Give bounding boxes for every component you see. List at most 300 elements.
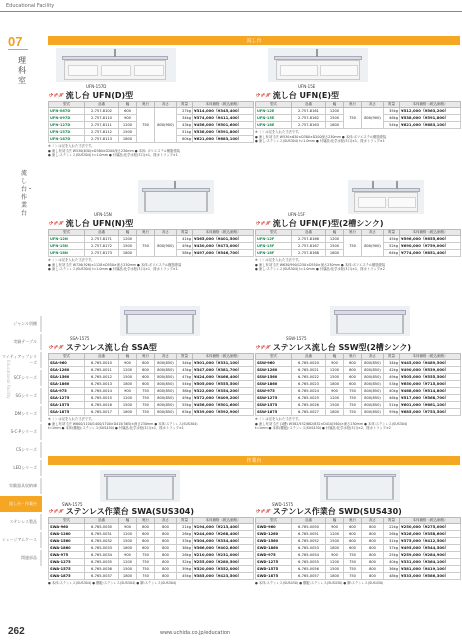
sidebar-item[interactable]: ジャンル別棚 — [0, 316, 42, 332]
table-header: 質量 — [177, 102, 193, 108]
table-cell: 750 — [137, 552, 155, 559]
table-cell: ¥301,000（¥331,100） — [193, 360, 254, 367]
table-row — [256, 573, 461, 580]
table-header: 奥行 — [137, 102, 155, 108]
product-block-swd — [255, 506, 460, 586]
sidebar-item[interactable]: マイティアップシリーズ — [0, 352, 42, 368]
product-title — [48, 342, 253, 352]
page-number: 262 — [8, 626, 25, 637]
note-line: t=1mm ● 本体(棚板):ステンレス(SUS430) ● 付属品:化学水栓(3口)×1、排水トラップ×1 — [48, 426, 184, 431]
table-header: 品番 — [292, 230, 326, 236]
table-cell: 6-765-0020 — [292, 360, 326, 367]
table-cell: ¥210,000（¥231,000） — [193, 552, 254, 559]
table-cell: 900 — [326, 388, 344, 395]
product-title — [48, 506, 253, 516]
sidebar-item[interactable]: 実験器具収納庫 — [0, 478, 42, 494]
table-cell: 34kg — [177, 360, 193, 367]
product-photo-ufn-f — [348, 180, 424, 214]
product-name: ステンレス流し台 SSA型 — [65, 342, 157, 352]
table-cell: 2-757-8173 — [85, 250, 119, 257]
table-cell: 750 — [137, 573, 155, 580]
product-block-ssa — [48, 342, 253, 431]
table-cell: 6-765-0054 — [292, 552, 326, 559]
table-cell: 800(850) — [155, 374, 177, 381]
product-name: ステンレス流し台 SSW型(2槽シンク) — [272, 342, 412, 352]
table-cell: UFN-157D — [49, 129, 85, 136]
table-header: 高さ — [362, 102, 384, 108]
table-cell: 750 — [344, 559, 362, 566]
table-row — [49, 566, 254, 573]
spec-table — [48, 101, 254, 143]
table-cell: SSW-1275 — [256, 395, 292, 402]
top-header — [0, 0, 462, 12]
product-title — [255, 90, 460, 100]
table-row — [49, 360, 254, 367]
chapter-divider — [8, 49, 28, 50]
spec-table — [255, 517, 461, 580]
brand-logo: ウチダ — [48, 344, 63, 351]
table-cell: 34kg — [177, 115, 193, 122]
table-cell: 2-757-8161 — [292, 108, 326, 115]
table-cell: 1800 — [119, 545, 137, 552]
table-cell: ¥314,000（¥345,400） — [193, 108, 254, 115]
sidebar-item[interactable]: SCFシリーズ — [0, 370, 42, 386]
photo-caption: SWD-1575 — [272, 502, 294, 507]
table-row — [49, 374, 254, 381]
table-cell: 64kg — [384, 250, 400, 257]
table-cell: 6-765-0021 — [292, 367, 326, 374]
table-cell: 800(850) — [362, 409, 384, 416]
note-line: ※（ ）は足を入れた寸法です。 — [255, 130, 302, 134]
table-cell: 22kg — [384, 524, 400, 531]
table-cell: 6-765-0017 — [85, 409, 119, 416]
table-cell: 54kg — [177, 381, 193, 388]
table-header: 品番 — [85, 230, 119, 236]
table-header: 高さ — [155, 518, 177, 524]
table-cell: 800 — [362, 545, 384, 552]
table-row — [256, 559, 461, 566]
table-cell: 600 — [344, 524, 362, 531]
product-photo-ufn-d — [56, 48, 176, 82]
table-cell: ¥250,000（¥275,000） — [400, 524, 461, 531]
table-cell: 1800 — [326, 250, 344, 257]
table-cell: ¥495,000（¥544,500） — [400, 545, 461, 552]
table-cell: 37kg — [384, 545, 400, 552]
table-cell: 750 — [137, 388, 155, 395]
table-header: 品番 — [85, 354, 119, 360]
table-row — [256, 108, 461, 115]
table-cell: 800 — [362, 566, 384, 573]
table-cell: SSW-1560 — [256, 374, 292, 381]
table-cell: 1800 — [326, 381, 344, 388]
note-line: ● 流し有効寸法 W726(926)×1128×D550×深さ230mm ● 本体:ポリエステル樹脂塗装 — [48, 262, 182, 267]
table-cell: UFN-187D — [49, 136, 85, 143]
table-cell: 36kg — [384, 566, 400, 573]
table-cell: 6-765-0011 — [85, 367, 119, 374]
product-block-ssw — [255, 342, 460, 431]
table-cell: 6-765-0010 — [85, 360, 119, 367]
faucet — [372, 181, 374, 189]
product-name: 流し台 UFN(D)型 — [65, 90, 134, 100]
table-cell: 6-765-0030 — [85, 524, 119, 531]
table-cell: 2-757-8162 — [292, 115, 326, 122]
product-title — [255, 218, 460, 228]
table-cell: ¥497,000（¥546,700） — [193, 250, 254, 257]
table-row — [256, 367, 461, 374]
table-cell: 800 — [155, 573, 177, 580]
table-cell: 43kg — [177, 367, 193, 374]
table-cell: 6-765-0014 — [85, 388, 119, 395]
table-cell: 1200 — [119, 122, 137, 129]
table-header: 品番 — [292, 102, 326, 108]
table-row — [49, 559, 254, 566]
table-cell: 800 — [155, 524, 177, 531]
sink-legs — [126, 315, 194, 334]
table-cell: 1800 — [326, 573, 344, 580]
table-header: 高さ — [362, 518, 384, 524]
table-cell: 6-765-0012 — [85, 374, 119, 381]
spec-notes — [255, 581, 460, 586]
section-band-workbench: 作業台 — [48, 456, 460, 465]
table-cell: 800(850) — [155, 395, 177, 402]
product-block-ufn-d — [48, 90, 253, 158]
table-cell: 800(850) — [155, 367, 177, 374]
table-cell: 42kg — [384, 367, 400, 374]
product-photo-swa — [100, 470, 180, 502]
table-row — [256, 538, 461, 545]
table-cell: 55kg — [177, 402, 193, 409]
table-cell: 32kg — [177, 559, 193, 566]
table-row — [256, 381, 461, 388]
table-header: 幅 — [326, 102, 344, 108]
faucet — [316, 49, 318, 57]
spec-notes — [48, 144, 253, 158]
table-header: 高さ — [155, 354, 177, 360]
table-cell: 1500 — [326, 374, 344, 381]
sidebar-item[interactable]: S-C-Pシリーズ — [0, 424, 42, 440]
photo-caption: SSW-1575 — [286, 336, 307, 341]
table-header: 奥行 — [344, 102, 362, 108]
table-header: 本体価格（税込価格） — [400, 354, 461, 360]
table-cell: SSA-1260 — [49, 367, 85, 374]
table-header: 奥行 — [137, 230, 155, 236]
product-title — [255, 342, 460, 352]
product-block-ufn-e — [255, 90, 460, 144]
faucet — [174, 181, 176, 189]
table-cell: 800(850) — [362, 402, 384, 409]
table-cell: 53kg — [384, 381, 400, 388]
table-cell: 1500 — [119, 243, 137, 250]
table-cell: 1200 — [119, 367, 137, 374]
table-cell: 1800 — [119, 573, 137, 580]
brand-logo: ウチダ — [255, 220, 270, 227]
sink-legs — [144, 192, 208, 212]
table-cell: 900 — [119, 388, 137, 395]
brand-logo: ウチダ — [255, 344, 270, 351]
table-cell: 1200 — [326, 236, 344, 243]
table-cell: ¥331,000（¥364,100） — [400, 559, 461, 566]
table-cell: 6-765-0031 — [85, 531, 119, 538]
table-cell: 800 — [155, 538, 177, 545]
table-header: 型式 — [256, 102, 292, 108]
spec-table — [48, 229, 254, 257]
table-cell: UFN-15E — [256, 115, 292, 122]
table-cell: 54kg — [384, 122, 400, 129]
table-cell: ¥539,000（¥592,900） — [193, 409, 254, 416]
table-header: 本体価格（税込価格） — [193, 518, 254, 524]
table-cell: 6-765-0023 — [292, 381, 326, 388]
spec-notes — [255, 258, 460, 272]
table-row — [256, 236, 461, 243]
table-header: 質量 — [384, 230, 400, 236]
product-name: ステンレス作業台 SWD(SUS430) — [272, 506, 402, 516]
table-cell: ¥490,000（¥539,000） — [400, 367, 461, 374]
table-cell: 800 — [155, 531, 177, 538]
table-cell: 800(850) — [155, 388, 177, 395]
table-cell: 49kg — [177, 243, 193, 250]
table-cell: 49kg — [177, 395, 193, 402]
table-row — [49, 367, 254, 374]
table-header: 質量 — [177, 518, 193, 524]
table-cell: 49kg — [384, 374, 400, 381]
table-header: 奥行 — [344, 518, 362, 524]
table-cell: 750 — [344, 236, 362, 257]
table-row — [49, 409, 254, 416]
table-cell: ¥621,000（¥683,100） — [193, 136, 254, 143]
note-line: ※（ ）は足を入れた寸法です。 — [255, 258, 302, 262]
brand-logo: ウチダ — [48, 508, 63, 515]
sidebar-item[interactable]: 関連部品 — [0, 550, 42, 566]
table-cell: ¥375,000（¥412,500） — [400, 538, 461, 545]
table-cell: 59kg — [384, 409, 400, 416]
header-label: Educational Facility — [6, 3, 55, 9]
sidebar-item[interactable]: LEDシリーズ — [0, 460, 42, 476]
table-cell: 21kg — [177, 524, 193, 531]
table-cell: 750 — [344, 388, 362, 395]
table-cell: 1500 — [119, 566, 137, 573]
table-cell: 63kg — [177, 409, 193, 416]
table-cell: 750 — [344, 402, 362, 409]
table-cell: 800(850) — [155, 402, 177, 409]
table-cell: 600 — [344, 381, 362, 388]
table-cell: 6-765-0051 — [292, 531, 326, 538]
table-cell: 1500 — [119, 538, 137, 545]
table-cell: ¥320,000（¥352,000） — [193, 566, 254, 573]
table-header: 本体価格（税込価格） — [193, 354, 254, 360]
table-cell: 1200 — [119, 531, 137, 538]
table-cell: 800(850) — [155, 360, 177, 367]
note-line: ※（ ）は足を入れた寸法です。 — [48, 144, 95, 148]
photo-caption: UFN-15N — [94, 212, 112, 217]
product-photo-ufn-e — [268, 48, 368, 82]
table-cell: SWD-1560 — [256, 538, 292, 545]
footer-url[interactable]: www.uchida.co.jp/education — [160, 630, 231, 636]
note-line: ● 流し:ステンレス(SUS304) t=1.0mm ● 付属品:化学水栓(3口)×1、排水トラップ×2 — [255, 267, 385, 272]
table-cell: 6-765-0055 — [292, 559, 326, 566]
table-header: 質量 — [177, 354, 193, 360]
table-cell: 800(850) — [362, 360, 384, 367]
table-header: 型式 — [256, 230, 292, 236]
photo-caption: UFN-157D — [86, 84, 107, 89]
note-line: ● 流し:ステンレス(SUS304) t=1.0mm ● 付属品:化学水栓(3口)×1、排水トラップ×1 — [255, 139, 385, 144]
table-row — [49, 524, 254, 531]
table-header: 本体価格（税込価格） — [193, 230, 254, 236]
table-cell: 600 — [344, 531, 362, 538]
table-row — [49, 381, 254, 388]
table-cell: ¥505,000（¥555,500） — [400, 374, 461, 381]
spec-notes — [48, 258, 253, 272]
sidebar-item[interactable]: CSシリーズ — [0, 442, 42, 458]
photo-caption: SWA-1575 — [62, 502, 83, 507]
table-cell: 6-765-0025 — [292, 395, 326, 402]
table-cell: 800(900) — [155, 108, 177, 143]
sidebar-item[interactable]: SGシリーズ — [0, 388, 42, 404]
table-cell: 1200 — [326, 108, 344, 115]
table-cell: 600 — [344, 374, 362, 381]
product-block-ufn-n — [48, 218, 253, 272]
table-header: 型式 — [49, 230, 85, 236]
table-header: 質量 — [177, 230, 193, 236]
table-cell: UFN-15F — [256, 243, 292, 250]
table-cell: 6-765-0027 — [292, 409, 326, 416]
table-cell: 900 — [326, 552, 344, 559]
table-cell: ¥381,000（¥419,100） — [400, 566, 461, 573]
table-cell: SSA-1275 — [49, 395, 85, 402]
table-cell: SWD-975 — [256, 552, 292, 559]
product-block-ufn-f — [255, 218, 460, 272]
table-cell: ¥456,000（¥501,600） — [193, 122, 254, 129]
table-cell: 1800 — [119, 381, 137, 388]
table-row — [49, 545, 254, 552]
sidebar-item[interactable]: ステンレス製品 — [0, 514, 42, 530]
table-cell: ¥255,000（¥280,500） — [193, 559, 254, 566]
table-header: 奥行 — [137, 354, 155, 360]
product-title — [255, 506, 460, 516]
table-header: 品番 — [292, 354, 326, 360]
table-cell: 800(850) — [362, 381, 384, 388]
table-cell: ¥538,000（¥591,800） — [193, 129, 254, 136]
table-cell: 800(850) — [362, 367, 384, 374]
chapter-subtitle: 流し台・作業台 — [21, 170, 34, 217]
table-cell: 600 — [137, 524, 155, 531]
table-cell: 2-757-8171 — [85, 236, 119, 243]
table-cell: 34kg — [384, 360, 400, 367]
table-cell: 6-765-0037 — [85, 573, 119, 580]
product-title — [48, 90, 253, 100]
table-cell: 6-765-0032 — [85, 538, 119, 545]
table-cell: 6-765-0015 — [85, 395, 119, 402]
sidebar-item[interactable]: DMシリーズ — [0, 406, 42, 422]
table-row — [256, 409, 461, 416]
chapter-number: 07 — [8, 34, 23, 49]
table-cell: 31kg — [384, 538, 400, 545]
sidebar-item[interactable]: 流し台・作業台 — [0, 496, 42, 512]
table-cell: 750 — [344, 108, 362, 129]
sink-cabinet — [64, 60, 166, 80]
product-name: 流し台 UFN(E)型 — [272, 90, 339, 100]
table-cell: 2-757-8172 — [85, 243, 119, 250]
product-name: 流し台 UFN(F)型(2槽シンク) — [272, 218, 384, 228]
table-cell: ¥259,000（¥284,900） — [400, 552, 461, 559]
table-cell: 750 — [137, 409, 155, 416]
table-cell: SWA-1260 — [49, 531, 85, 538]
table-cell: 2-757-8166 — [292, 236, 326, 243]
table-cell: UFN-12N — [49, 236, 85, 243]
table-cell: 1500 — [326, 115, 344, 122]
table-cell: UFN-127D — [49, 122, 85, 129]
table-cell: 1500 — [119, 402, 137, 409]
table-cell: 2-757-8163 — [292, 122, 326, 129]
product-title — [48, 218, 253, 228]
table-cell: 750 — [137, 566, 155, 573]
sidebar-item[interactable]: ミュージアムケース — [0, 532, 42, 548]
table-header: 本体価格（税込価格） — [400, 102, 461, 108]
table-cell: 750 — [137, 559, 155, 566]
table-cell: SWA-1575 — [49, 566, 85, 573]
table-cell: SSA-1860 — [49, 381, 85, 388]
table-cell: 750 — [137, 236, 155, 257]
note-line: ● 流し有効寸法 W630/990/1250×D550×深さ230mm ● 本体:ポリエステル樹脂塗装 — [255, 262, 386, 267]
table-cell: ¥774,000（¥851,400） — [400, 250, 461, 257]
table-cell: ¥505,000（¥555,500） — [193, 381, 254, 388]
table-cell: 900 — [326, 360, 344, 367]
photo-caption: SSA-1575 — [70, 336, 90, 341]
note-line: ※（ ）は足を入れた寸法です。 — [48, 417, 95, 421]
table-cell: 1500 — [119, 374, 137, 381]
table-cell: 25kg — [384, 552, 400, 559]
table-header: 高さ — [155, 102, 177, 108]
sidebar-item[interactable]: 実験テーブル — [0, 334, 42, 350]
spec-notes — [48, 581, 253, 586]
table-cell: SSW-1575 — [256, 402, 292, 409]
table-cell: 1800 — [119, 409, 137, 416]
table-cell: 600 — [137, 531, 155, 538]
spec-table — [48, 353, 254, 416]
table-cell: 45kg — [177, 573, 193, 580]
note-line: ● 流し:ステンレス(SUS304) t=1.0mm ● 付属品:化学水栓(3口)×1、排水トラップ×1 — [48, 153, 178, 158]
table-row — [49, 531, 254, 538]
table-cell: 750 — [137, 108, 155, 143]
table-cell: 2-757-8113 — [85, 136, 119, 143]
table-cell: SWA-1275 — [49, 559, 85, 566]
table-cell: UFN-097D — [49, 115, 85, 122]
table-cell: 2-757-8167 — [292, 243, 326, 250]
table-cell: 6-765-0035 — [85, 559, 119, 566]
spec-table — [48, 517, 254, 580]
table-cell: ¥690,000（¥759,000） — [400, 243, 461, 250]
table-header: 幅 — [119, 354, 137, 360]
table-cell: ¥538,000（¥591,800） — [400, 115, 461, 122]
table-cell: 6-765-0022 — [292, 374, 326, 381]
table-cell: SSW-975 — [256, 388, 292, 395]
table-cell: 750 — [344, 552, 362, 559]
table-header: 品番 — [85, 518, 119, 524]
spec-notes — [48, 417, 253, 431]
table-header: 本体価格（税込価格） — [400, 230, 461, 236]
table-cell: 1200 — [326, 559, 344, 566]
table-cell: ¥385,000（¥423,500） — [193, 573, 254, 580]
table-cell: 900 — [119, 524, 137, 531]
table-cell: ¥621,000（¥683,100） — [400, 122, 461, 129]
table-cell: 38kg — [177, 545, 193, 552]
table-header: 品番 — [85, 102, 119, 108]
table-cell: ¥596,000（¥655,600） — [400, 236, 461, 243]
table-cell: ¥468,000（¥514,800） — [400, 388, 461, 395]
table-cell: 40kg — [384, 559, 400, 566]
table-cell: SWD-1860 — [256, 545, 292, 552]
table-row — [256, 360, 461, 367]
table-cell: 46kg — [384, 395, 400, 402]
